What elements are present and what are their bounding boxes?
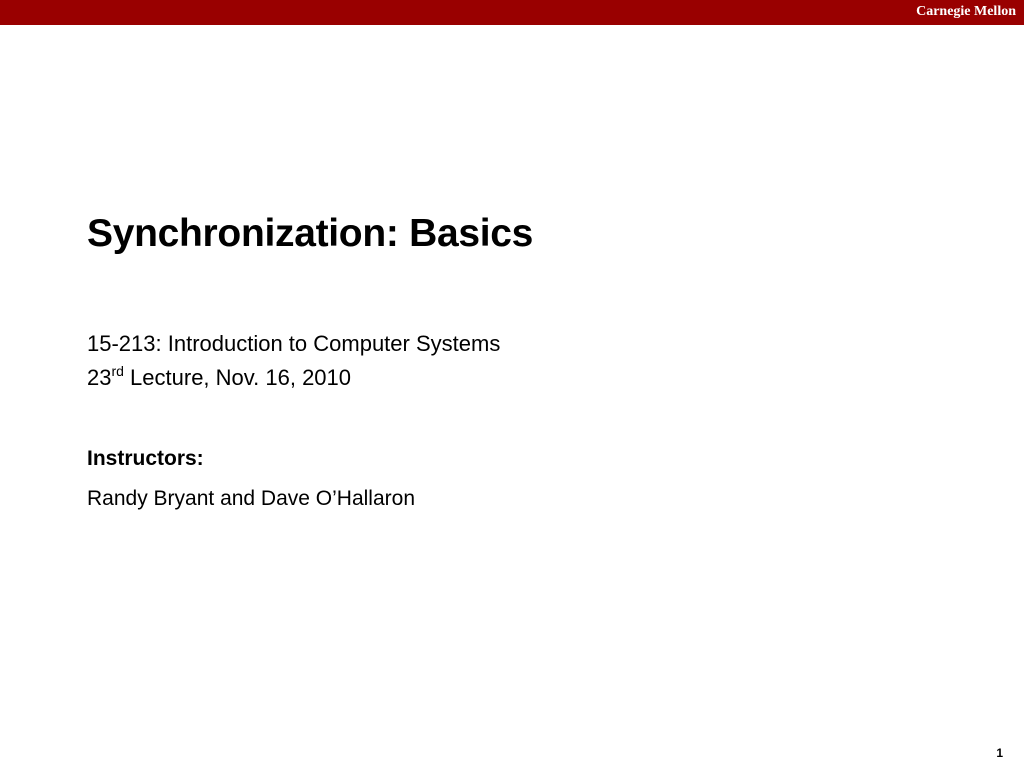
page-number: 1	[996, 746, 1003, 760]
course-name: 15-213: Introduction to Computer Systems	[87, 331, 501, 356]
instructors-label: Instructors:	[87, 447, 204, 470]
slide-subtitle	[87, 327, 500, 395]
university-brand: Carnegie Mellon	[916, 4, 1016, 19]
instructors-names: Randy Bryant and Dave O’Hallaron	[87, 487, 416, 510]
lecture-date: Lecture, Nov. 16, 2010	[123, 365, 352, 390]
lecture-ordinal-suffix: rd	[111, 363, 124, 379]
header-bar	[0, 0, 1024, 25]
lecture-info	[87, 361, 500, 395]
lecture-number: 23	[87, 365, 112, 390]
slide-title: Synchronization: Basics	[87, 212, 534, 255]
